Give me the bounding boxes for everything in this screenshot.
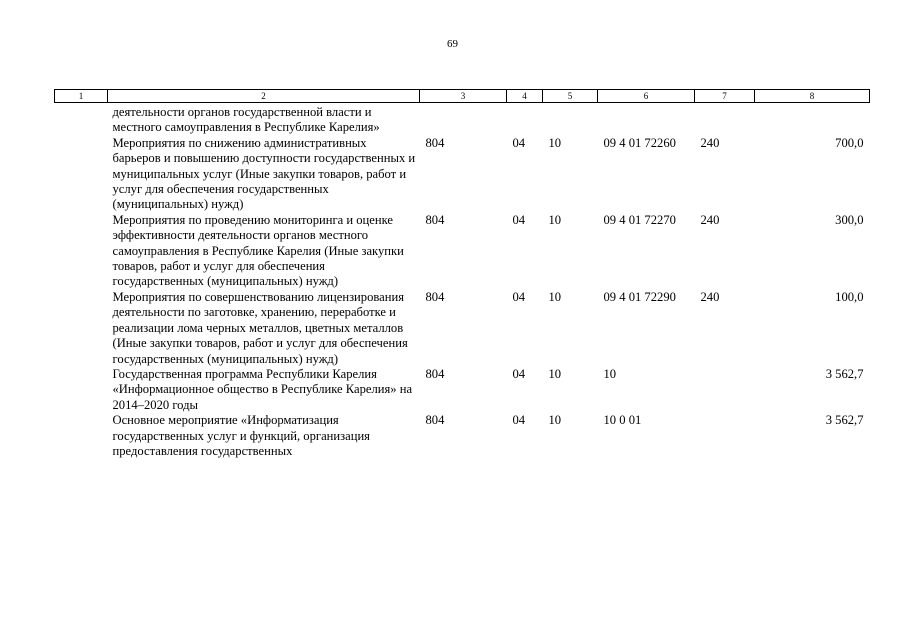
header-col-6: 6 [598, 90, 695, 103]
row-section-code: 04 [512, 212, 526, 227]
row-ministry-code: 804 [425, 212, 445, 227]
row-index-cell [55, 103, 108, 136]
header-col-4: 4 [507, 90, 543, 103]
row-description: Мероприятия по проведению мониторинга и оценке эффективности деятельности органов местного самоуправления в Республике Карелия (Иные закупки товаров, работ и услуг для обеспечения государственных (муниципальных) нужд) [112, 212, 404, 289]
row-section-code: 04 [512, 135, 526, 150]
row-subsection-code: 10 [548, 212, 562, 227]
row-target-article: 10 [603, 366, 617, 381]
row-ministry-code: 804 [425, 289, 445, 304]
header-col-8: 8 [755, 90, 870, 103]
row-target-article: 09 4 01 72270 [603, 212, 676, 227]
row-amount: 3 562,7 [825, 413, 864, 428]
row-target-article: 10 0 01 [603, 413, 642, 428]
row-expense-type [695, 367, 755, 413]
row-subsection-code: 10 [548, 135, 562, 150]
header-col-7: 7 [695, 90, 755, 103]
row-amount [755, 103, 870, 136]
row-amount: 300,0 [835, 212, 864, 227]
row-expense-type: 240 [700, 289, 720, 304]
row-ministry-code [420, 103, 507, 136]
row-description: деятельности органов государственной власти и местного самоуправления в Республике Карелия» [112, 105, 380, 135]
budget-table [54, 89, 870, 459]
row-index-cell [55, 413, 108, 459]
row-subsection-code: 10 [548, 366, 562, 381]
row-amount: 3 562,7 [825, 366, 864, 381]
row-section-code: 04 [512, 413, 526, 428]
row-ministry-code: 804 [425, 135, 445, 150]
row-description: Мероприятия по снижению административных барьеров и повышению доступности государственных и муниципальных услуг (Иные закупки товаров, работ и услуг для обеспечения государственных (муниципальных) нужд) [112, 135, 416, 212]
row-index-cell [55, 367, 108, 413]
header-col-5: 5 [543, 90, 598, 103]
header-col-2: 2 [108, 90, 420, 103]
row-index-cell [55, 213, 108, 290]
row-subsection-code [543, 103, 598, 136]
table-row [55, 103, 870, 136]
table-row [55, 290, 870, 367]
table-row [55, 413, 870, 459]
header-col-1: 1 [55, 90, 108, 103]
table-row [55, 367, 870, 413]
row-index-cell [55, 136, 108, 213]
row-description: Государственная программа Республики Карелия «Информационное общество в Республике Карелия» на 2014–2020 годы [112, 366, 413, 412]
row-index-cell [55, 290, 108, 367]
page-number: 69 [447, 38, 458, 50]
row-expense-type: 240 [700, 135, 720, 150]
row-amount: 100,0 [835, 289, 864, 304]
row-section-code [507, 103, 543, 136]
row-ministry-code: 804 [425, 413, 445, 428]
table-row [55, 213, 870, 290]
header-col-3: 3 [420, 90, 507, 103]
row-ministry-code: 804 [425, 366, 445, 381]
row-target-article [598, 103, 695, 136]
row-subsection-code: 10 [548, 413, 562, 428]
row-description: Мероприятия по совершенствованию лицензирования деятельности по заготовке, хранению, переработке и реализации лома черных металлов, цветных металлов (Иные закупки товаров, работ и услуг для обеспечения государственных (муниципальных) нужд) [112, 289, 408, 366]
table-header-row [55, 90, 870, 103]
row-description: Основное мероприятие «Информатизация государственных услуг и функций, организация предоставления государственных [112, 413, 370, 458]
row-amount: 700,0 [835, 135, 864, 150]
row-expense-type: 240 [700, 212, 720, 227]
table-row [55, 136, 870, 213]
row-section-code: 04 [512, 366, 526, 381]
row-expense-type [695, 103, 755, 136]
row-subsection-code: 10 [548, 289, 562, 304]
row-target-article: 09 4 01 72260 [603, 135, 676, 150]
row-target-article: 09 4 01 72290 [603, 289, 676, 304]
row-section-code: 04 [512, 289, 526, 304]
row-expense-type [695, 413, 755, 459]
